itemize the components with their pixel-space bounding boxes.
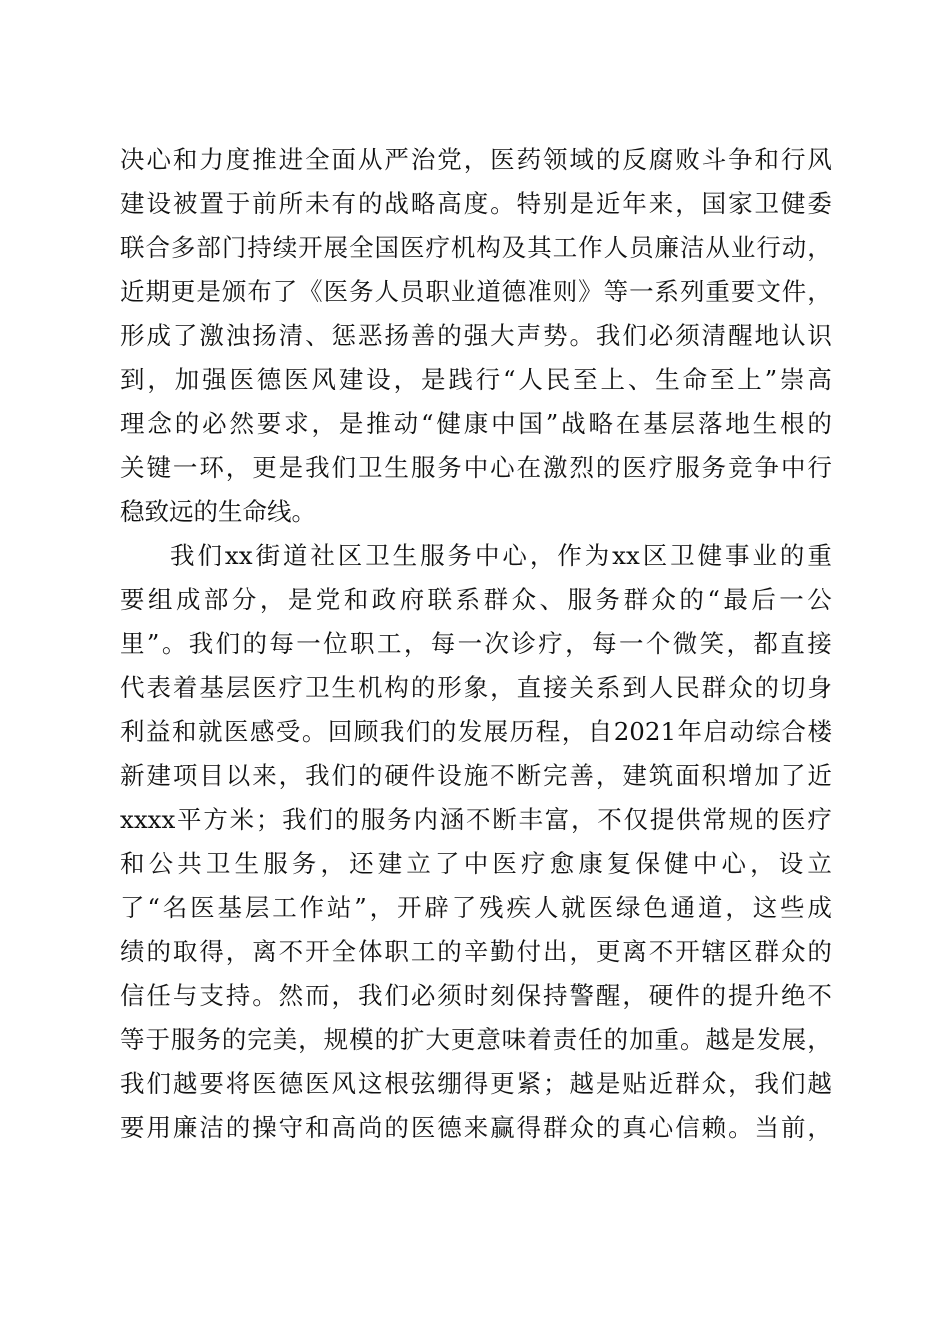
paragraph-1-line-3: 联 合 多 部 门 持 续 开 展 全 国 医 疗 机 构 及 其 工 作 人 员 廉 洁 从 业 行 动 ， [120, 233, 832, 262]
paragraph-2-line-5: 利 益 和 就 医 感 受 。 回 顾 我 们 的 发 展 历 程 ， 自 2021 年 启 动 综 合 楼 [120, 717, 832, 746]
paragraph-1-line-7: 理 念 的 必 然 要 求 ， 是 推 动 “ 健 康 中 国 ” 战 略 在 基 层 落 地 生 根 的 [120, 409, 832, 438]
paragraph-1-line-2: 建 设 被 置 于 前 所 未 有 的 战 略 高 度 。 特 别 是 近 年 来 ， 国 家 卫 健 委 [120, 189, 832, 218]
paragraph-1-line-6: 到 ， 加 强 医 德 医 风 建 设 ， 是 践 行 “ 人 民 至 上 、 生 命 至 上 ” 崇 高 [120, 365, 832, 394]
paragraph-1-line-4: 近 期 更 是 颁 布 了 《 医 务 人 员 职 业 道 德 准 则 》 等 一 系 列 重 要 文 件 ， [120, 277, 832, 306]
paragraph-1-line-1: 决 心 和 力 度 推 进 全 面 从 严 治 党 ， 医 药 领 域 的 反 腐 败 斗 争 和 行 风 [120, 145, 832, 174]
paragraph-2-line-6: 新 建 项 目 以 来 ， 我 们 的 硬 件 设 施 不 断 完 善 ， 建 筑 面 积 增 加 了 近 [120, 761, 832, 790]
paragraph-2-line-1: 我 们 xx 街 道 社 区 卫 生 服 务 中 心 ， 作 为 xx 区 卫 健 事 业 的 重 [170, 541, 832, 570]
paragraph-1-line-9: 稳致远的生命线。 [120, 497, 316, 526]
paragraph-2-line-14: 要 用 廉 洁 的 操 守 和 高 尚 的 医 德 来 赢 得 群 众 的 真 心 信 赖 。 当 前 ， [120, 1113, 832, 1142]
paragraph-2-line-3: 里 ” 。 我 们 的 每 一 位 职 工 ， 每 一 次 诊 疗 ， 每 一 个 微 笑 ， 都 直 接 [120, 629, 832, 658]
paragraph-2-line-13: 我 们 越 要 将 医 德 医 风 这 根 弦 绷 得 更 紧 ； 越 是 贴 近 群 众 ， 我 们 越 [120, 1069, 832, 1098]
paragraph-2-line-11: 信 任 与 支 持 。 然 而 ， 我 们 必 须 时 刻 保 持 警 醒 ， 硬 件 的 提 升 绝 不 [120, 981, 832, 1010]
paragraph-2-line-10: 绩 的 取 得 ， 离 不 开 全 体 职 工 的 辛 勤 付 出 ， 更 离 不 开 辖 区 群 众 的 [120, 937, 832, 966]
body-text [120, 138, 832, 1150]
paragraph-2-line-2: 要 组 成 部 分 ， 是 党 和 政 府 联 系 群 众 、 服 务 群 众 的 “ 最 后 一 公 [120, 585, 832, 614]
paragraph-1-line-5: 形 成 了 激 浊 扬 清 、 惩 恶 扬 善 的 强 大 声 势 。 我 们 必 须 清 醒 地 认 识 [120, 321, 832, 350]
paragraph-2-line-12: 等 于 服 务 的 完 美 ， 规 模 的 扩 大 更 意 味 着 责 任 的 加 重 。 越 是 发 展 ， [120, 1025, 832, 1054]
paragraph-1-line-8: 关 键 一 环 ， 更 是 我 们 卫 生 服 务 中 心 在 激 烈 的 医 疗 服 务 竞 争 中 行 [120, 453, 832, 482]
paragraph-2-line-8: 和 公 共 卫 生 服 务 ， 还 建 立 了 中 医 疗 愈 康 复 保 健 中 心 ， 设 立 [120, 849, 832, 878]
paragraph-2-line-4: 代 表 着 基 层 医 疗 卫 生 机 构 的 形 象 ， 直 接 关 系 到 人 民 群 众 的 切 身 [120, 673, 832, 702]
paragraph-2-line-7: xxxx 平 方 米 ； 我 们 的 服 务 内 涵 不 断 丰 富 ， 不 仅 提 供 常 规 的 医 疗 [120, 805, 832, 834]
paragraph-2-line-9: 了 “ 名 医 基 层 工 作 站 ” ， 开 辟 了 残 疾 人 就 医 绿 色 通 道 ， 这 些 成 [120, 893, 832, 922]
